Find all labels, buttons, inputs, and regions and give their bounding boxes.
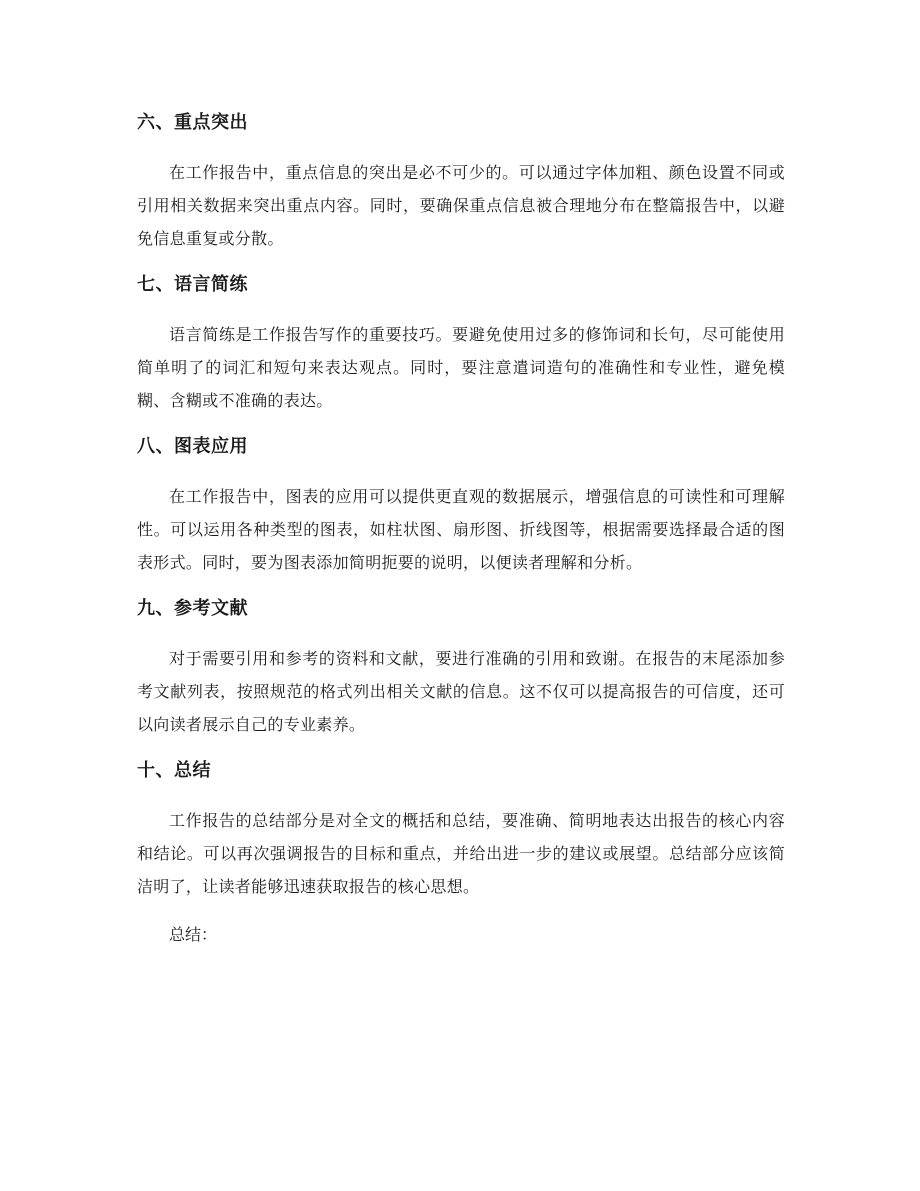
section-body-6: 在工作报告中，重点信息的突出是必不可少的。可以通过字体加粗、颜色设置不同或引用相关数据来突出重点内容。同时，要确保重点信息被合理地分布在整篇报告中，以避免信息重复或分散。 — [137, 163, 785, 248]
section-heading-9: 九、参考文献 — [137, 598, 248, 619]
document-content — [137, 108, 785, 951]
section-body-10: 工作报告的总结部分是对全文的概括和总结，要准确、简明地表达出报告的核心内容和结论。可以再次强调报告的目标和重点，并给出进一步的建议或展望。总结部分应该简洁明了，让读者能够迅速获取报告的核心思想。 — [137, 811, 785, 896]
section-heading-6: 六、重点突出 — [137, 112, 248, 133]
section-body-7: 语言简练是工作报告写作的重要技巧。要避免使用过多的修饰词和长句，尽可能使用简单明了的词汇和短句来表达观点。同时，要注意遣词造句的准确性和专业性，避免模糊、含糊或不准确的表达。 — [137, 325, 785, 410]
section-body-8: 在工作报告中，图表的应用可以提供更直观的数据展示，增强信息的可读性和可理解性。可以运用各种类型的图表，如柱状图、扇形图、折线图等，根据需要选择最合适的图表形式。同时，要为图表添加简明扼要的说明，以便读者理解和分析。 — [137, 487, 785, 572]
closing-label: 总结： — [169, 925, 218, 944]
section-heading-8: 八、图表应用 — [137, 436, 248, 457]
section-heading-10: 十、总结 — [137, 760, 211, 781]
section-body-9: 对于需要引用和参考的资料和文献，要进行准确的引用和致谢。在报告的末尾添加参考文献列表，按照规范的格式列出相关文献的信息。这不仅可以提高报告的可信度，还可以向读者展示自己的专业素养。 — [137, 649, 785, 734]
section-heading-7: 七、语言简练 — [137, 274, 248, 295]
